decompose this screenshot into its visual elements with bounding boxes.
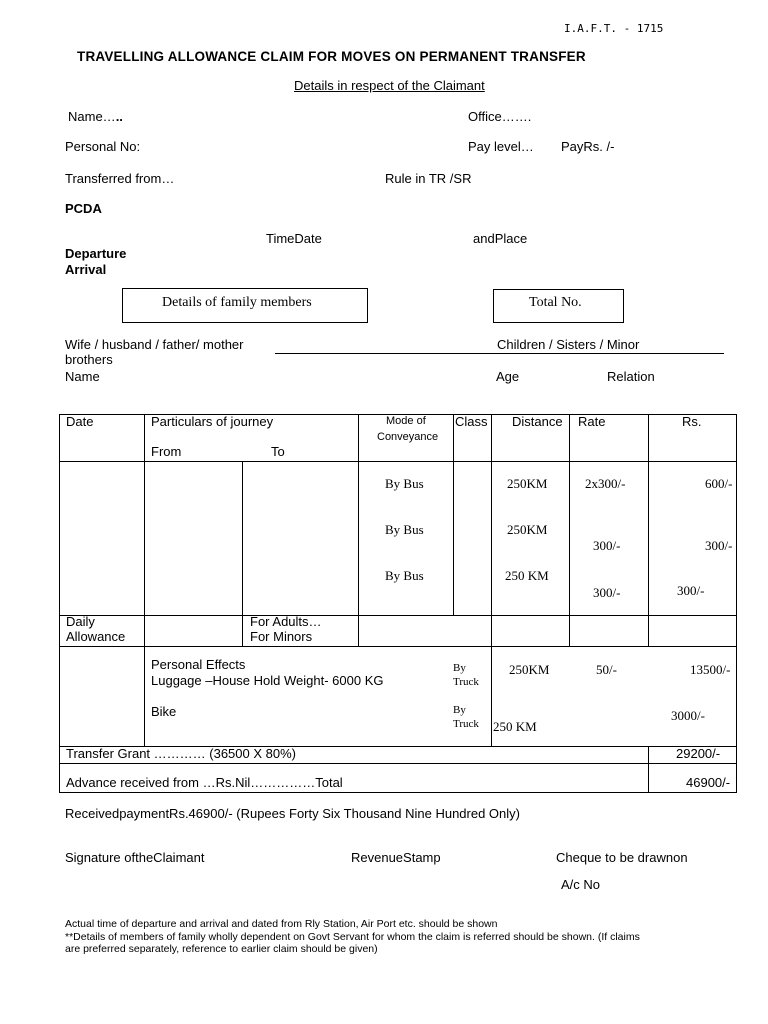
journey-3-rate: 300/-	[593, 585, 621, 600]
col-date: Date	[66, 414, 94, 429]
personal-no-label: Personal No:	[65, 139, 141, 154]
revenue-stamp-label: RevenueStamp	[351, 850, 441, 865]
table-line	[491, 414, 492, 615]
relations-cont-label: brothers	[65, 352, 113, 367]
table-line	[59, 461, 737, 462]
total-no-label: Total No.	[529, 295, 582, 310]
ac-no-label: A/c No	[561, 877, 601, 892]
pcda-label: PCDA	[65, 201, 102, 216]
bike-label: Bike	[151, 704, 177, 719]
col-distance: Distance	[512, 414, 563, 429]
daily-allowance-label: Daily	[66, 614, 95, 629]
table-line	[736, 414, 737, 792]
journey-3-distance: 250 KM	[505, 568, 549, 583]
family-members-box	[122, 288, 368, 323]
family-members-label: Details of family members	[162, 295, 312, 310]
note-2: **Details of members of family wholly dependent on Govt Servant for whom the claim is referred should be shown. (If claims	[65, 931, 640, 943]
table-line	[59, 763, 737, 764]
time-date-label: TimeDate	[266, 231, 322, 246]
journey-2-rs: 300/-	[705, 538, 733, 553]
journey-2-mode: By Bus	[385, 522, 424, 537]
for-minors-label: For Minors	[250, 629, 313, 644]
rule-label: Rule in TR /SR	[385, 171, 472, 186]
advance-label: Advance received from …Rs.Nil……………Total	[66, 775, 343, 790]
note-3: are preferred separately, reference to earlier claim should be given)	[65, 943, 378, 955]
total-no-box	[493, 289, 624, 323]
total-rs: 46900/-	[686, 775, 731, 790]
departure-label: Departure	[65, 246, 127, 261]
table-line	[59, 615, 737, 616]
journey-2-rate: 300/-	[593, 538, 621, 553]
name-label: Name…..	[68, 109, 123, 124]
table-line	[242, 461, 243, 646]
table-line	[491, 615, 492, 646]
bike-rs: 3000/-	[671, 708, 705, 723]
family-relation-col: Relation	[607, 369, 655, 384]
journey-1-rs: 600/-	[705, 476, 733, 491]
children-label: Children / Sisters / Minor	[497, 337, 640, 352]
table-line	[59, 414, 60, 792]
transferred-from-label: Transferred from…	[65, 171, 175, 186]
table-line	[358, 414, 359, 646]
bike-mode: By	[453, 704, 466, 716]
table-line	[453, 414, 454, 615]
table-line	[144, 646, 145, 746]
journey-1-rate: 2x300/-	[585, 476, 626, 491]
office-label: Office…….	[468, 109, 532, 124]
col-particulars: Particulars of journey	[151, 414, 274, 429]
col-mode-2: Conveyance	[377, 431, 439, 443]
family-age-col: Age	[496, 369, 520, 384]
col-rs: Rs.	[682, 414, 702, 429]
journey-3-mode: By Bus	[385, 568, 424, 583]
cheque-label: Cheque to be drawnon	[556, 850, 688, 865]
luggage-rate: 50/-	[596, 662, 617, 677]
bike-distance: 250 KM	[493, 719, 537, 734]
form-subtitle: Details in respect of the Claimant	[294, 78, 485, 93]
form-title: TRAVELLING ALLOWANCE CLAIM FOR MOVES ON PERMANENT TRANSFER	[77, 49, 586, 64]
table-line	[59, 792, 737, 793]
journey-3-rs: 300/-	[677, 583, 705, 598]
personal-effects-label: Personal Effects	[151, 657, 246, 672]
table-line	[648, 414, 649, 646]
table-line	[59, 646, 737, 647]
col-class: Class	[455, 414, 488, 429]
family-name-col: Name	[65, 369, 100, 384]
transfer-grant-label: Transfer Grant ………… (36500 X 80%)	[66, 746, 296, 761]
daily-allowance-label-2: Allowance	[66, 629, 126, 644]
journey-1-mode: By Bus	[385, 476, 424, 491]
luggage-mode-2: Truck	[453, 676, 479, 688]
luggage-mode: By	[453, 662, 466, 674]
table-line	[648, 746, 649, 792]
table-line	[144, 414, 145, 646]
table-line	[491, 646, 492, 746]
signature-label: Signature oftheClaimant	[65, 850, 205, 865]
received-payment: ReceivedpaymentRs.46900/- (Rupees Forty Six Thousand Nine Hundred Only)	[65, 806, 520, 821]
pay-label: PayRs. /-	[561, 139, 615, 154]
col-mode: Mode of	[386, 415, 426, 427]
col-rate: Rate	[578, 414, 606, 429]
arrival-label: Arrival	[65, 262, 107, 277]
table-line	[569, 414, 570, 646]
note-1: Actual time of departure and arrival and dated from Rly Station, Air Port etc. should be shown	[65, 918, 498, 930]
bike-mode-2: Truck	[453, 718, 479, 730]
luggage-rs: 13500/-	[690, 662, 731, 677]
col-to: To	[271, 444, 285, 459]
relations-label: Wife / husband / father/ mother	[65, 337, 244, 352]
form-code: I.A.F.T. - 1715	[564, 22, 664, 35]
journey-2-distance: 250KM	[507, 522, 548, 537]
luggage-distance: 250KM	[509, 662, 550, 677]
transfer-grant-rs: 29200/-	[676, 746, 721, 761]
for-adults-label: For Adults…	[250, 614, 322, 629]
relations-underline	[275, 353, 724, 354]
journey-1-distance: 250KM	[507, 476, 548, 491]
col-from: From	[151, 444, 182, 459]
and-place-label: andPlace	[473, 231, 528, 246]
luggage-label: Luggage –House Hold Weight- 6000 KG	[151, 673, 384, 688]
pay-level-label: Pay level…	[468, 139, 534, 154]
